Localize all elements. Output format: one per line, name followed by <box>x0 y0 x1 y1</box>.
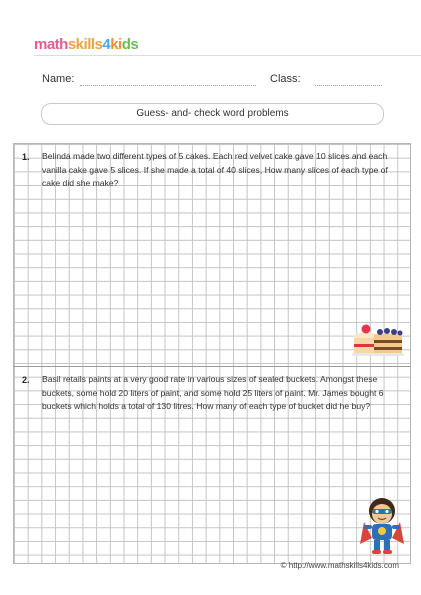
worksheet-title: Guess- and- check word problems <box>41 103 384 125</box>
question-2-text: Basil retails paints at a very good rate in various sizes of sealed buckets. Amongst these buckets, some hold 20 liters of paint, and some hold 25 liters of paint. Mr. James bought 6 buckets which holds a total of 130 litres. How many of each type of bucket did he buy? <box>42 374 384 412</box>
name-field-line[interactable] <box>80 85 256 86</box>
cake-icon <box>352 325 404 357</box>
site-logo: mathskills4kids <box>34 36 139 53</box>
header-divider <box>34 55 421 56</box>
question-1-number: 1. <box>22 152 30 162</box>
question-1-text: Belinda made two different types of 5 cakes. Each red velvet cake gave 10 slices and each vanilla cake gave 5 slices. If she made a total of 40 slices, How many slices of each type of cake did she make? <box>42 151 388 189</box>
superhero-kid-illustration <box>358 494 406 556</box>
cake-illustration <box>352 318 406 358</box>
name-label: Name: <box>42 73 75 85</box>
question-separator <box>13 366 411 367</box>
footer-copyright: © http://www.mathskills4kids.com <box>280 561 399 570</box>
superhero-icon <box>360 498 404 554</box>
question-2-number: 2. <box>22 375 30 385</box>
class-field-line[interactable] <box>315 85 382 86</box>
class-label: Class: <box>270 73 301 85</box>
